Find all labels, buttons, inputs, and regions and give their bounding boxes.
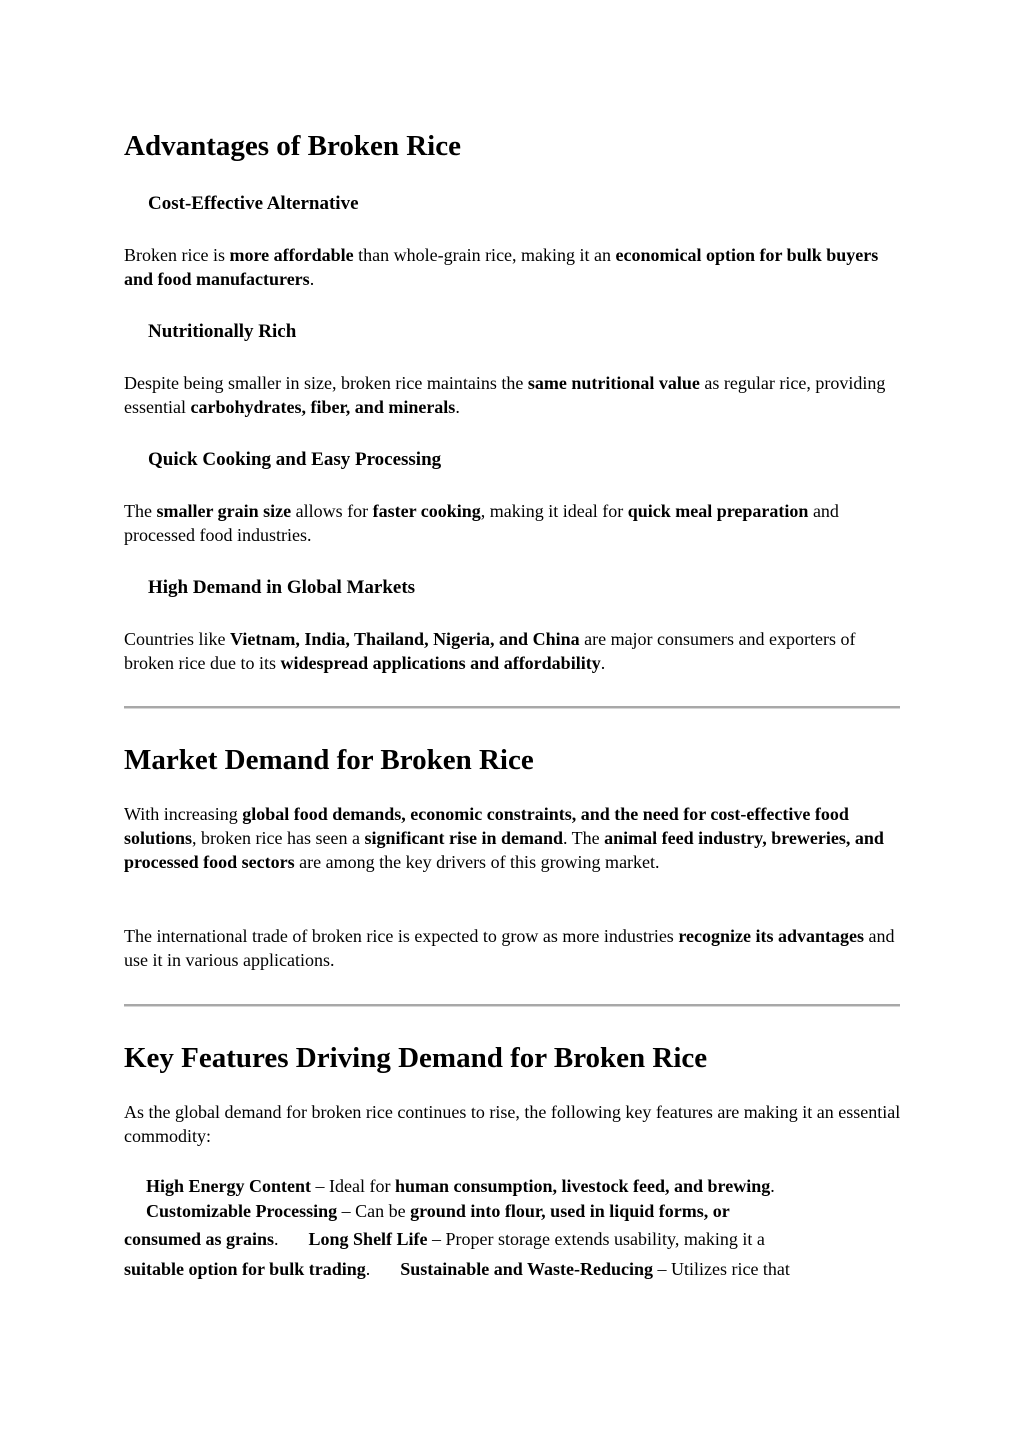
section-divider-2 [124, 1004, 900, 1007]
feature-label-processing: Customizable Processing [146, 1201, 338, 1221]
feature-label-sustainable: Sustainable and Waste-Reducing [400, 1259, 653, 1279]
advantage-heading-cooking: Quick Cooking and Easy Processing [148, 449, 442, 470]
features-intro: As the global demand for broken rice continues to rise, the following key features are making it an essential commodity: [124, 1102, 901, 1146]
advantages-title: Advantages of Broken Rice [124, 130, 461, 162]
market-title: Market Demand for Broken Rice [124, 744, 534, 776]
feature-line-2: Customizable Processing – Can be ground into flour, used in liquid forms, or [146, 1201, 730, 1221]
advantage-heading-demand: High Demand in Global Markets [148, 577, 416, 598]
advantage-text-nutrition: Despite being smaller in size, broken rice maintains the same nutritional value as regular rice, providing essential carbohydrates, fiber, and minerals. [124, 373, 886, 417]
market-paragraph-2: The international trade of broken rice is expected to grow as more industries recognize its advantages and use it in various applications. [124, 926, 895, 970]
feature-line-3: consumed as grains. Long Shelf Life – Proper storage extends usability, making it a [124, 1229, 765, 1249]
feature-label-energy: High Energy Content [146, 1176, 312, 1196]
advantage-text-cost: Broken rice is more affordable than whole-grain rice, making it an economical option for bulk buyers and food manufacturers. [124, 245, 879, 289]
section-divider-1 [124, 706, 900, 709]
feature-label-shelf-life: Long Shelf Life [308, 1229, 428, 1249]
advantage-heading-cost: Cost-Effective Alternative [148, 193, 359, 214]
feature-line-4: suitable option for bulk trading. Sustainable and Waste-Reducing – Utilizes rice that [124, 1259, 790, 1279]
market-paragraph-1: With increasing global food demands, economic constraints, and the need for cost-effective food solutions, broken rice has seen a significant rise in demand. The animal feed industry, breweries, and processed food sectors are among the key drivers of this growing market. [124, 804, 884, 872]
advantage-heading-nutrition: Nutritionally Rich [148, 321, 297, 342]
feature-line-1: High Energy Content – Ideal for human consumption, livestock feed, and brewing. [146, 1176, 775, 1196]
advantage-text-cooking: The smaller grain size allows for faster cooking, making it ideal for quick meal preparation and processed food industries. [124, 501, 839, 545]
features-title: Key Features Driving Demand for Broken Rice [124, 1042, 708, 1074]
advantage-text-demand: Countries like Vietnam, India, Thailand, Nigeria, and China are major consumers and exporters of broken rice due to its widespread applications and affordability. [124, 629, 856, 673]
